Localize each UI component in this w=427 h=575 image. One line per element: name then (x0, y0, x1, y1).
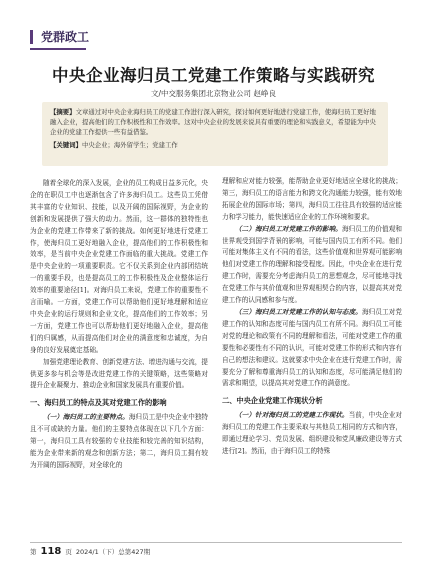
subsection-2 (222, 224, 402, 307)
abstract-box (42, 102, 388, 166)
keywords-text: 中央企业；海外留学生；党建工作 (81, 141, 178, 149)
article-title: 中央企业海归员工党建工作策略与实践研究 (52, 66, 375, 85)
section-tag: 党群政工 (30, 30, 89, 44)
footer-rule (30, 542, 402, 543)
subsection-1 (30, 412, 208, 472)
page-number: 118 (40, 546, 62, 557)
section-heading-1: 一、海归员工的特点及其对党建工作的影响 (30, 398, 167, 408)
left-column (30, 178, 208, 472)
intro-paragraph-1: 随着全球化的深入发展，企业的员工构成日益多元化，央企的在职员工中也逐渐包含了许多海归员工。这些员工凭借其丰富的专业知识、技能，以及开阔的国际视野，为企业的创新和发展提供了强大的动力。然而，这一群体的独特性也为企业的党建工作带来了新的挑战。如何更好地进行党建工作，使海归员工更好地融入企业，提高他们的工作积极性和效率，是当前中央企业党建工作面临的重大挑战。党建工作是中央企业的一项重要职责。它不仅关系到企业内部团结统一的重要手段，也是提高员工的工作积极性及企业整体运行效率的重要途径[1]。对海归员工来说，党建工作的重要性不言而喻。一方面，党建工作可以帮助他们更好地理解和适应中央企业的运行规则和企业文化，提高他们的工作效率；另一方面，党建工作也可以帮助他们更好地融入企业，提高他们的归属感，从而提高他们对企业的满意度和忠诚度，为自身的良好发展奠定基础。 (30, 179, 208, 354)
subsection-2-label: （二）海归员工对党建工作的影响。 (235, 224, 342, 233)
subsection-4 (222, 410, 402, 458)
intro-paragraph-2: 加强党建理论教育、创新党建方法、增进沟通与交流，提供更多参与机会等是改进党建工作的关键策略，这些策略对提升企业凝聚力、推动企业和国家发展具有重要价值。 (30, 357, 208, 390)
subsection-2-text: 海归员工的价值观和世界观受到国学背景的影响，可能与国内员工有所不同。他们可能对集体主义有不同的看法，这些价值观和世界观可能影响他们对党建工作的理解和接受程度。因此，中央企业在进行党建工作时，需要充分考虑海归员工的思想观念，尽可能地寻找在党建工作与其价值观和世界观相契合的内容，以提高其对党建工作的认同感和参与度。 (222, 224, 402, 305)
abstract-label: 【摘要】 (50, 108, 76, 116)
keywords-label: 【关键词】 (50, 141, 82, 149)
section-heading-2: 二、中央企业党建工作现状分析 (222, 396, 323, 406)
article-author: 文/中交服务集团北京物业公司 赵峥良 (151, 89, 276, 98)
abstract (50, 107, 380, 137)
page-label: 第 (30, 548, 37, 556)
subsection-1-label: （一）海归员工的主要特点。 (43, 413, 129, 422)
continued-paragraph: 理解和应对能力较强，能帮助企业更好地适应全球化的挑战；第三，海归员工的语言能力和跨文化沟通能力较强，能有效地拓展企业的国际市场；第四，海归员工往往具有较强的适应能力和学习能力，能快速适应企业的工作环境和要求。 (222, 177, 402, 221)
keywords (50, 140, 380, 150)
right-column (222, 176, 402, 458)
subsection-3 (222, 307, 402, 390)
subsection-1-text: 海归员工是中央企业中独特且不可或缺的力量。他们的主要特点体现在以下几个方面：第一，海归员工具有较强的专业技能和较完善的知识结构，能为企业带来新的观念和创新方法；第二，海归员工拥有较为开阔的国际视野，对全球化的 (30, 413, 209, 469)
abstract-text: 文章通过对中央企业海归员工的党建工作进行深入研究，探讨如何更好地进行党建工作，使海归员工更好地融入企业，提高他们的工作积极性和工作效率。这对中央企业的发展来说具有重要的理论和实践意义，希望能为中央企业的党建工作提供一些有益借鉴。 (50, 108, 376, 136)
subsection-4-text: 当前，中央企业对海归员工的党建工作主要采取与其他员工相同的方式和内容，即通过理论学习、党员发展、组织建设和党风廉政建设等方式进行[2]。然而，由于海归员工的特殊 (222, 411, 403, 456)
section-underline (30, 48, 86, 50)
subsection-4-label: （一）针对海归员工的党建工作现状。 (235, 411, 349, 420)
subsection-3-label: （三）海归员工对党建工作的认知与态度。 (235, 307, 362, 316)
issue-info: 2024/1（下）总第427期 (75, 548, 151, 556)
subsection-3-text: 海归员工对党建工作的认知和态度可能与国内员工有所不同。海归员工可能对党的理论和政策有不同的理解和看法，可能对党建工作的重要性和必要性有不同的认识，可能对党建工作的形式和内容有自己的想法和建议。这就要求中央企业在进行党建工作时，需要充分了解和尊重海归员工的认知和态度，尽可能满足他们的需求和期望，以提高其对党建工作的满意度。 (222, 307, 403, 388)
page-footer (30, 546, 150, 557)
page-suffix: 页 (65, 548, 72, 556)
